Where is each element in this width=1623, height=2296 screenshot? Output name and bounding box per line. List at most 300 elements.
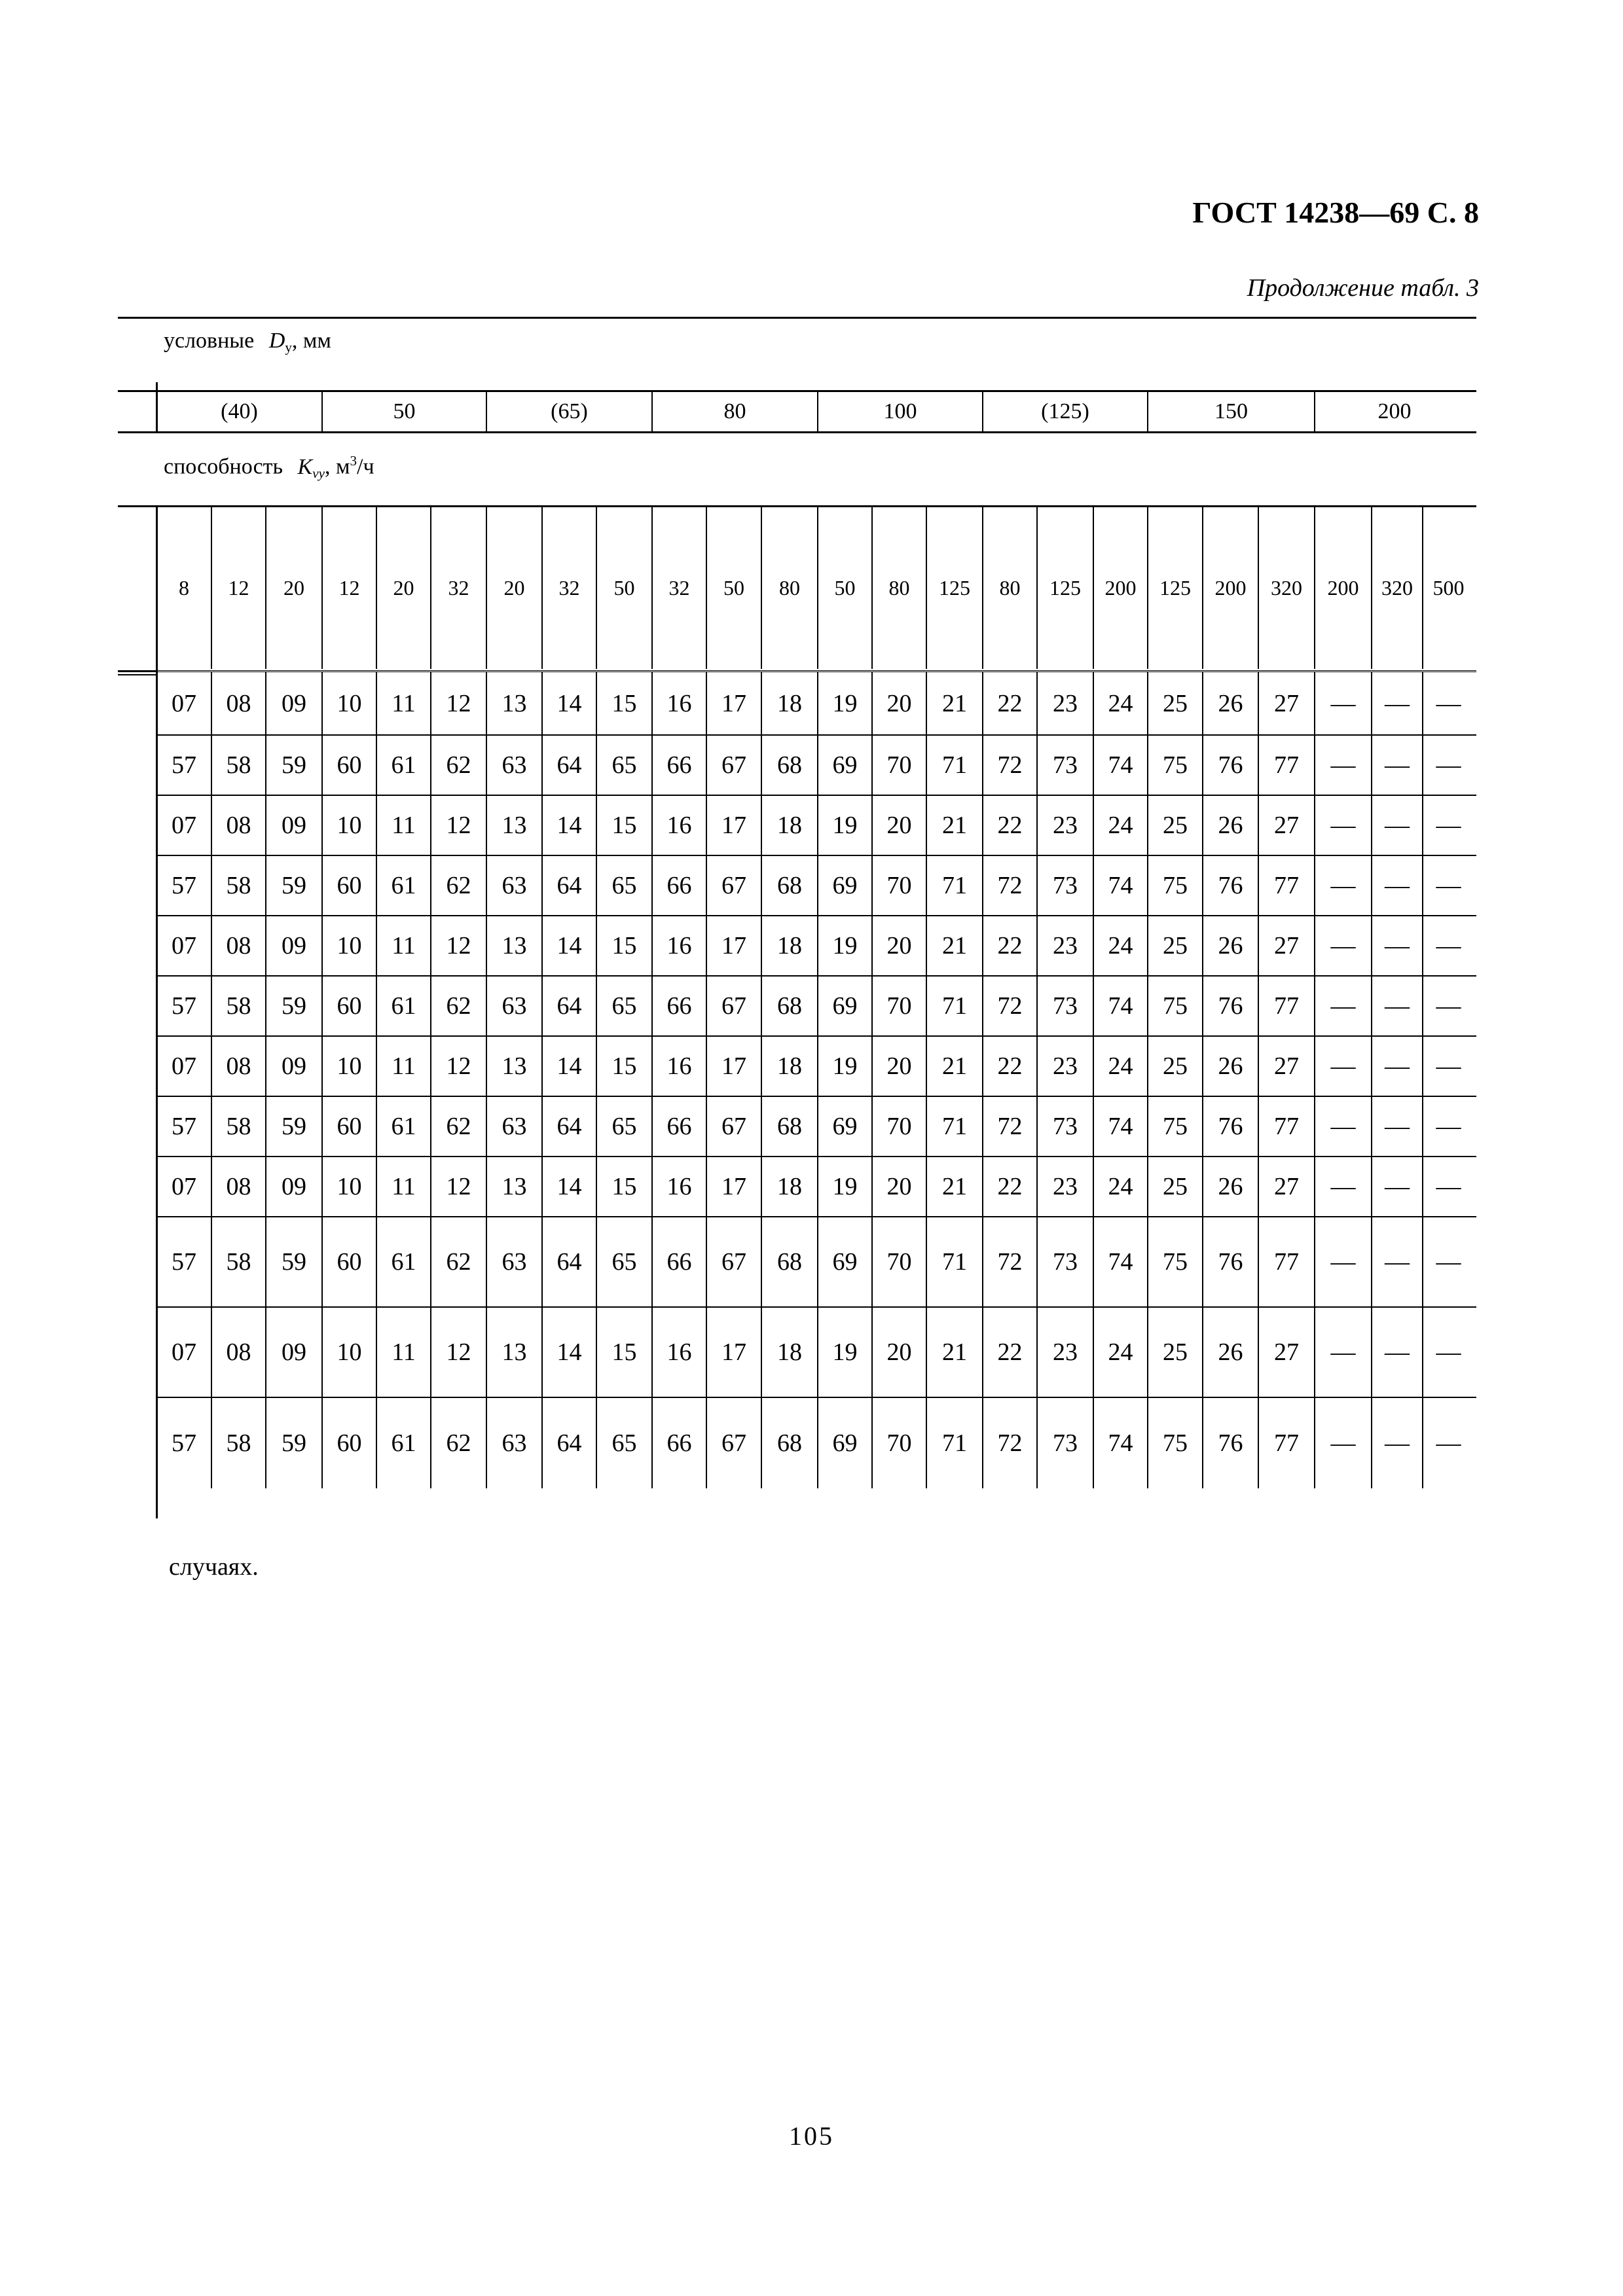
table-cell: — (1372, 1217, 1423, 1306)
table-cell: 73 (1038, 1398, 1094, 1488)
kv-row-left-rule (118, 674, 157, 675)
table-cell: 21 (927, 1037, 983, 1096)
table-cell: 18 (762, 916, 818, 975)
footnote-text: случаях. (169, 1553, 259, 1581)
table-cell: — (1372, 1308, 1423, 1397)
table-cell: 69 (818, 1217, 873, 1306)
table-cell: 74 (1094, 1097, 1148, 1156)
kv-value-cell: 80 (873, 507, 927, 669)
table-cell: 07 (157, 1037, 212, 1096)
table-cell: 13 (487, 1037, 543, 1096)
table-cell: 14 (543, 796, 597, 855)
table-cell: 57 (157, 1398, 212, 1488)
table-cell: 07 (157, 916, 212, 975)
table-cell: — (1436, 1338, 1461, 1366)
nominal-diameter-label (164, 329, 331, 355)
table-cell: 58 (212, 856, 266, 915)
table-cell: 69 (818, 1398, 873, 1488)
table-top-rule (118, 317, 1476, 319)
table-cell: 08 (212, 1308, 266, 1397)
table-cell: 68 (762, 1097, 818, 1156)
table-cell: 77 (1259, 1097, 1315, 1156)
table-cell: 67 (707, 856, 762, 915)
table-cell: 59 (266, 856, 323, 915)
table-cell: 27 (1259, 1037, 1315, 1096)
table-cell: 57 (157, 1097, 212, 1156)
table-cell: 19 (818, 1308, 873, 1397)
kv-value-cell: 50 (818, 507, 873, 669)
table-cell: 10 (323, 796, 377, 855)
table-cell: 12 (431, 1157, 487, 1216)
table-cell: 11 (377, 916, 431, 975)
table-cell: 17 (707, 796, 762, 855)
table-cell: — (1315, 736, 1372, 795)
table-cell: 17 (707, 672, 762, 734)
table-cell: 09 (266, 1308, 323, 1397)
table-cell: 61 (377, 1398, 431, 1488)
table-cell: 57 (157, 736, 212, 795)
table-cell: — (1315, 1037, 1372, 1096)
table-cell: 14 (543, 916, 597, 975)
table-cell: 77 (1259, 1398, 1315, 1488)
table-cell: 21 (927, 796, 983, 855)
table-row (157, 1156, 1476, 1216)
table-cell: 67 (707, 1398, 762, 1488)
table-cell: 27 (1259, 796, 1315, 855)
table-cell: 72 (983, 1097, 1038, 1156)
table-cell: 66 (653, 736, 707, 795)
table-cell: 26 (1203, 1037, 1259, 1096)
table-cell: — (1436, 992, 1461, 1020)
table-cell: 66 (653, 977, 707, 1035)
table-cell: 63 (487, 977, 543, 1035)
table-cell: 60 (323, 1097, 377, 1156)
table-cell: 17 (707, 1308, 762, 1397)
nominal-diameter-label-prefix: условные (164, 329, 255, 353)
table-cell: — (1372, 1398, 1423, 1488)
table-cell: 27 (1259, 1157, 1315, 1216)
table-row (157, 855, 1476, 915)
table-cell: 61 (377, 1217, 431, 1306)
table-cell: 61 (377, 977, 431, 1035)
table-cell: 62 (431, 977, 487, 1035)
table-row (157, 1216, 1476, 1306)
table-cell: 59 (266, 977, 323, 1035)
table-cell: 20 (873, 1037, 927, 1096)
dn-group-cell: 50 (323, 392, 487, 431)
table-cell: 17 (707, 916, 762, 975)
table-cell: 11 (377, 796, 431, 855)
table-cell: — (1436, 1429, 1461, 1457)
kv-value-cell: 125 (927, 507, 983, 669)
table-row (157, 975, 1476, 1035)
table-row (157, 1397, 1476, 1488)
table-cell: — (1315, 856, 1372, 915)
table-cell: 77 (1259, 1217, 1315, 1306)
table-cell: 59 (266, 1097, 323, 1156)
table-cell: 66 (653, 1217, 707, 1306)
table-cell: 24 (1094, 796, 1148, 855)
table-cell: — (1372, 1157, 1423, 1216)
table-cell: 09 (266, 916, 323, 975)
kv-value-cell: 12 (323, 507, 377, 669)
table-cell: 16 (653, 796, 707, 855)
table-cell: 77 (1259, 977, 1315, 1035)
table-cell: 13 (487, 1157, 543, 1216)
table-cell: 11 (377, 1157, 431, 1216)
table-cell: 11 (377, 1308, 431, 1397)
table-cell: 74 (1094, 856, 1148, 915)
table-cell: 63 (487, 1217, 543, 1306)
table-cell: 23 (1038, 796, 1094, 855)
table-cell: 14 (543, 1308, 597, 1397)
kv-value-cell: 12 (212, 507, 266, 669)
table-cell: 67 (707, 736, 762, 795)
table-cell: 75 (1148, 1097, 1203, 1156)
kv-value-cell: 50 (597, 507, 653, 669)
table-cell: 10 (323, 916, 377, 975)
kv-row-left-rule (118, 505, 157, 507)
dn-group-cell: 200 (1377, 399, 1412, 423)
table-cell: 74 (1094, 1217, 1148, 1306)
table-cell: — (1436, 1248, 1461, 1276)
table-cell: 13 (487, 916, 543, 975)
table-cell: 76 (1203, 736, 1259, 795)
table-cell: 76 (1203, 977, 1259, 1035)
table-cell: — (1436, 872, 1461, 899)
table-cell: — (1315, 796, 1372, 855)
table-cell: 74 (1094, 1398, 1148, 1488)
table-cell: 71 (927, 977, 983, 1035)
table-cell: 22 (983, 916, 1038, 975)
table-cell: 16 (653, 1157, 707, 1216)
kv-value-cell: 200 (1094, 507, 1148, 669)
table-cell: 65 (597, 1097, 653, 1156)
table-cell: — (1436, 1113, 1461, 1140)
table-cell: 60 (323, 977, 377, 1035)
table-cell: 73 (1038, 977, 1094, 1035)
flow-capacity-label (164, 453, 374, 482)
table-cell: 25 (1148, 916, 1203, 975)
table-cell: 71 (927, 1217, 983, 1306)
table-cell: 24 (1094, 1308, 1148, 1397)
code-table (157, 670, 1476, 1488)
table-cell: 21 (927, 916, 983, 975)
table-row (157, 670, 1476, 734)
table-cell: — (1372, 796, 1423, 855)
table-cell: 22 (983, 672, 1038, 734)
table-cell: 75 (1148, 736, 1203, 795)
dn-group-cell: 80 (653, 392, 818, 431)
table-cell: 19 (818, 1157, 873, 1216)
table-cell: 27 (1259, 672, 1315, 734)
table-cell: 08 (212, 796, 266, 855)
table-cell: 20 (873, 1157, 927, 1216)
table-cell: 70 (873, 736, 927, 795)
table-cell: 12 (431, 916, 487, 975)
table-cell: 20 (873, 796, 927, 855)
kv-row-left-rule (118, 670, 157, 672)
table-cell: 18 (762, 796, 818, 855)
table-cell: — (1372, 1037, 1423, 1096)
table-cell: 61 (377, 736, 431, 795)
kv-value-cell: 320 (1372, 507, 1423, 669)
table-cell: 71 (927, 736, 983, 795)
table-cell: 58 (212, 1097, 266, 1156)
table-cell: 18 (762, 1037, 818, 1096)
table-cell: — (1372, 736, 1423, 795)
table-cell: 25 (1148, 672, 1203, 734)
table-cell: 70 (873, 856, 927, 915)
kv-value-cell: 320 (1259, 507, 1315, 669)
table-cell: 24 (1094, 1037, 1148, 1096)
table-cell: 16 (653, 1037, 707, 1096)
table-cell: 60 (323, 1217, 377, 1306)
kv-value-cell: 200 (1203, 507, 1259, 669)
table-cell: 23 (1038, 1157, 1094, 1216)
table-cell: 12 (431, 796, 487, 855)
table-cell: 62 (431, 1398, 487, 1488)
table-cell: 67 (707, 977, 762, 1035)
kv-value-cell: 20 (487, 507, 543, 669)
kv-value-cell: 500 (1432, 576, 1465, 600)
table-cell: 23 (1038, 1037, 1094, 1096)
table-cell: — (1436, 1052, 1461, 1080)
table-cell: 57 (157, 1217, 212, 1306)
table-cell: 17 (707, 1037, 762, 1096)
table-cell: 69 (818, 736, 873, 795)
table-cell: 59 (266, 1217, 323, 1306)
table-cell: 66 (653, 1097, 707, 1156)
table-cell: 67 (707, 1217, 762, 1306)
table-cell: 18 (762, 1308, 818, 1397)
dn-group-cell: (65) (487, 392, 653, 431)
flow-capacity-unit-exponent: 3 (350, 453, 357, 469)
table-cell: 24 (1094, 916, 1148, 975)
table-cell: 20 (873, 1308, 927, 1397)
table-cell: 12 (431, 1037, 487, 1096)
table-cell: 26 (1203, 1308, 1259, 1397)
flow-capacity-unit-rest: /ч (357, 454, 374, 479)
table-cell: — (1315, 916, 1372, 975)
table-cell: 60 (323, 736, 377, 795)
kv-value-cell: 125 (1038, 507, 1094, 669)
table-cell: 25 (1148, 1308, 1203, 1397)
table-cell: 68 (762, 977, 818, 1035)
table-cell: 71 (927, 1398, 983, 1488)
table-cell: — (1436, 751, 1461, 779)
table-row (157, 734, 1476, 795)
table-cell: 23 (1038, 672, 1094, 734)
table-cell: 64 (543, 1097, 597, 1156)
table-cell: 70 (873, 1217, 927, 1306)
table-cell: 76 (1203, 1097, 1259, 1156)
table-row (157, 1096, 1476, 1156)
table-continuation-label: Продолжение табл. 3 (1247, 274, 1479, 302)
table-cell: — (1372, 916, 1423, 975)
table-cell: 19 (818, 796, 873, 855)
table-cell: — (1372, 977, 1423, 1035)
table-cell: 20 (873, 916, 927, 975)
kv-value-cell: 50 (707, 507, 762, 669)
table-cell: 66 (653, 1398, 707, 1488)
table-cell: 63 (487, 856, 543, 915)
nominal-diameter-row (157, 390, 1476, 433)
table-cell: 77 (1259, 736, 1315, 795)
table-cell: 64 (543, 977, 597, 1035)
table-cell: 20 (873, 672, 927, 734)
table-cell: 76 (1203, 856, 1259, 915)
table-cell: 25 (1148, 796, 1203, 855)
kv-value-cell: 8 (157, 507, 212, 669)
table-cell: 07 (157, 672, 212, 734)
table-cell: 60 (323, 1398, 377, 1488)
table-cell: 62 (431, 736, 487, 795)
table-cell: — (1372, 672, 1423, 734)
table-cell: 68 (762, 736, 818, 795)
table-cell: 73 (1038, 1097, 1094, 1156)
table-cell: 27 (1259, 916, 1315, 975)
table-cell: 08 (212, 916, 266, 975)
table-cell: 57 (157, 856, 212, 915)
table-cell: 23 (1038, 916, 1094, 975)
table-cell: 14 (543, 672, 597, 734)
nominal-diameter-unit: , мм (291, 329, 331, 353)
table-cell: 69 (818, 977, 873, 1035)
table-cell: 73 (1038, 1217, 1094, 1306)
table-row (157, 1035, 1476, 1096)
table-cell: 58 (212, 736, 266, 795)
table-cell: 21 (927, 1308, 983, 1397)
table-cell: 18 (762, 1157, 818, 1216)
kv-value-cell: 20 (377, 507, 431, 669)
nominal-diameter-symbol: D (268, 329, 285, 353)
table-cell: 77 (1259, 856, 1315, 915)
kv-value-cell: 32 (653, 507, 707, 669)
table-cell: 19 (818, 1037, 873, 1096)
table-cell: 21 (927, 1157, 983, 1216)
table-cell: 72 (983, 1217, 1038, 1306)
table-cell: 63 (487, 1398, 543, 1488)
table-cell: 65 (597, 1398, 653, 1488)
kv-value-cell: 32 (543, 507, 597, 669)
table-row (157, 795, 1476, 855)
table-cell: 10 (323, 1037, 377, 1096)
table-cell: 17 (707, 1157, 762, 1216)
table-cell: 15 (597, 916, 653, 975)
table-cell: 21 (927, 672, 983, 734)
table-cell: 68 (762, 1217, 818, 1306)
table-cell: 64 (543, 1217, 597, 1306)
table-cell: 62 (431, 1217, 487, 1306)
flow-capacity-symbol: K (297, 454, 313, 479)
table-cell: 19 (818, 916, 873, 975)
table-cell: 66 (653, 856, 707, 915)
table-cell: 13 (487, 796, 543, 855)
table-cell: 22 (983, 1308, 1038, 1397)
table-cell: 58 (212, 1398, 266, 1488)
table-cell: 22 (983, 796, 1038, 855)
table-cell: — (1315, 672, 1372, 734)
table-cell: 60 (323, 856, 377, 915)
table-cell: 15 (597, 672, 653, 734)
kv-value-cell: 125 (1148, 507, 1203, 669)
table-cell: 74 (1094, 977, 1148, 1035)
table-cell: 16 (653, 1308, 707, 1397)
table-cell: 69 (818, 1097, 873, 1156)
flow-capacity-row (157, 505, 1476, 669)
table-cell: 09 (266, 1157, 323, 1216)
table-cell: 13 (487, 1308, 543, 1397)
table-cell: 64 (543, 856, 597, 915)
table-cell: 61 (377, 856, 431, 915)
table-cell: 76 (1203, 1398, 1259, 1488)
table-cell: — (1372, 1097, 1423, 1156)
table-cell: 75 (1148, 1217, 1203, 1306)
dn-row-left-rule (118, 390, 157, 392)
table-cell: 15 (597, 796, 653, 855)
table-cell: 76 (1203, 1217, 1259, 1306)
table-cell: 73 (1038, 856, 1094, 915)
table-cell: 73 (1038, 736, 1094, 795)
table-cell: 09 (266, 672, 323, 734)
table-cell: 59 (266, 1398, 323, 1488)
table-cell: 58 (212, 1217, 266, 1306)
table-cell: 75 (1148, 977, 1203, 1035)
table-cell: 10 (323, 1308, 377, 1397)
table-cell: 70 (873, 977, 927, 1035)
table-cell: 24 (1094, 672, 1148, 734)
table-cell: 09 (266, 1037, 323, 1096)
table-cell: 65 (597, 977, 653, 1035)
dn-row-left-rule (118, 431, 157, 433)
table-cell: 68 (762, 856, 818, 915)
table-cell: 62 (431, 856, 487, 915)
table-cell: 12 (431, 1308, 487, 1397)
table-cell: 70 (873, 1398, 927, 1488)
table-cell: 68 (762, 1398, 818, 1488)
table-cell: 71 (927, 1097, 983, 1156)
kv-value-cell: 80 (762, 507, 818, 669)
table-cell: 57 (157, 977, 212, 1035)
table-cell: — (1315, 1308, 1372, 1397)
table-cell: 15 (597, 1157, 653, 1216)
table-cell: — (1436, 932, 1461, 960)
table-cell: 75 (1148, 856, 1203, 915)
table-cell: 07 (157, 796, 212, 855)
table-cell: 16 (653, 672, 707, 734)
table-cell: 26 (1203, 796, 1259, 855)
table-cell: — (1315, 1217, 1372, 1306)
table-cell: — (1315, 1157, 1372, 1216)
nominal-diameter-subscript: y (285, 339, 292, 355)
table-cell: 72 (983, 1398, 1038, 1488)
table-cell: 14 (543, 1157, 597, 1216)
table-cell: 75 (1148, 1398, 1203, 1488)
table-cell: 62 (431, 1097, 487, 1156)
table-cell: 65 (597, 1217, 653, 1306)
kv-value-cell: 32 (431, 507, 487, 669)
table-cell: 14 (543, 1037, 597, 1096)
table-cell: 25 (1148, 1037, 1203, 1096)
table-cell: — (1436, 1173, 1461, 1200)
table-cell: 23 (1038, 1308, 1094, 1397)
table-cell: 71 (927, 856, 983, 915)
table-cell: 27 (1259, 1308, 1315, 1397)
table-cell: 11 (377, 672, 431, 734)
table-cell: 72 (983, 977, 1038, 1035)
table-cell: 65 (597, 736, 653, 795)
